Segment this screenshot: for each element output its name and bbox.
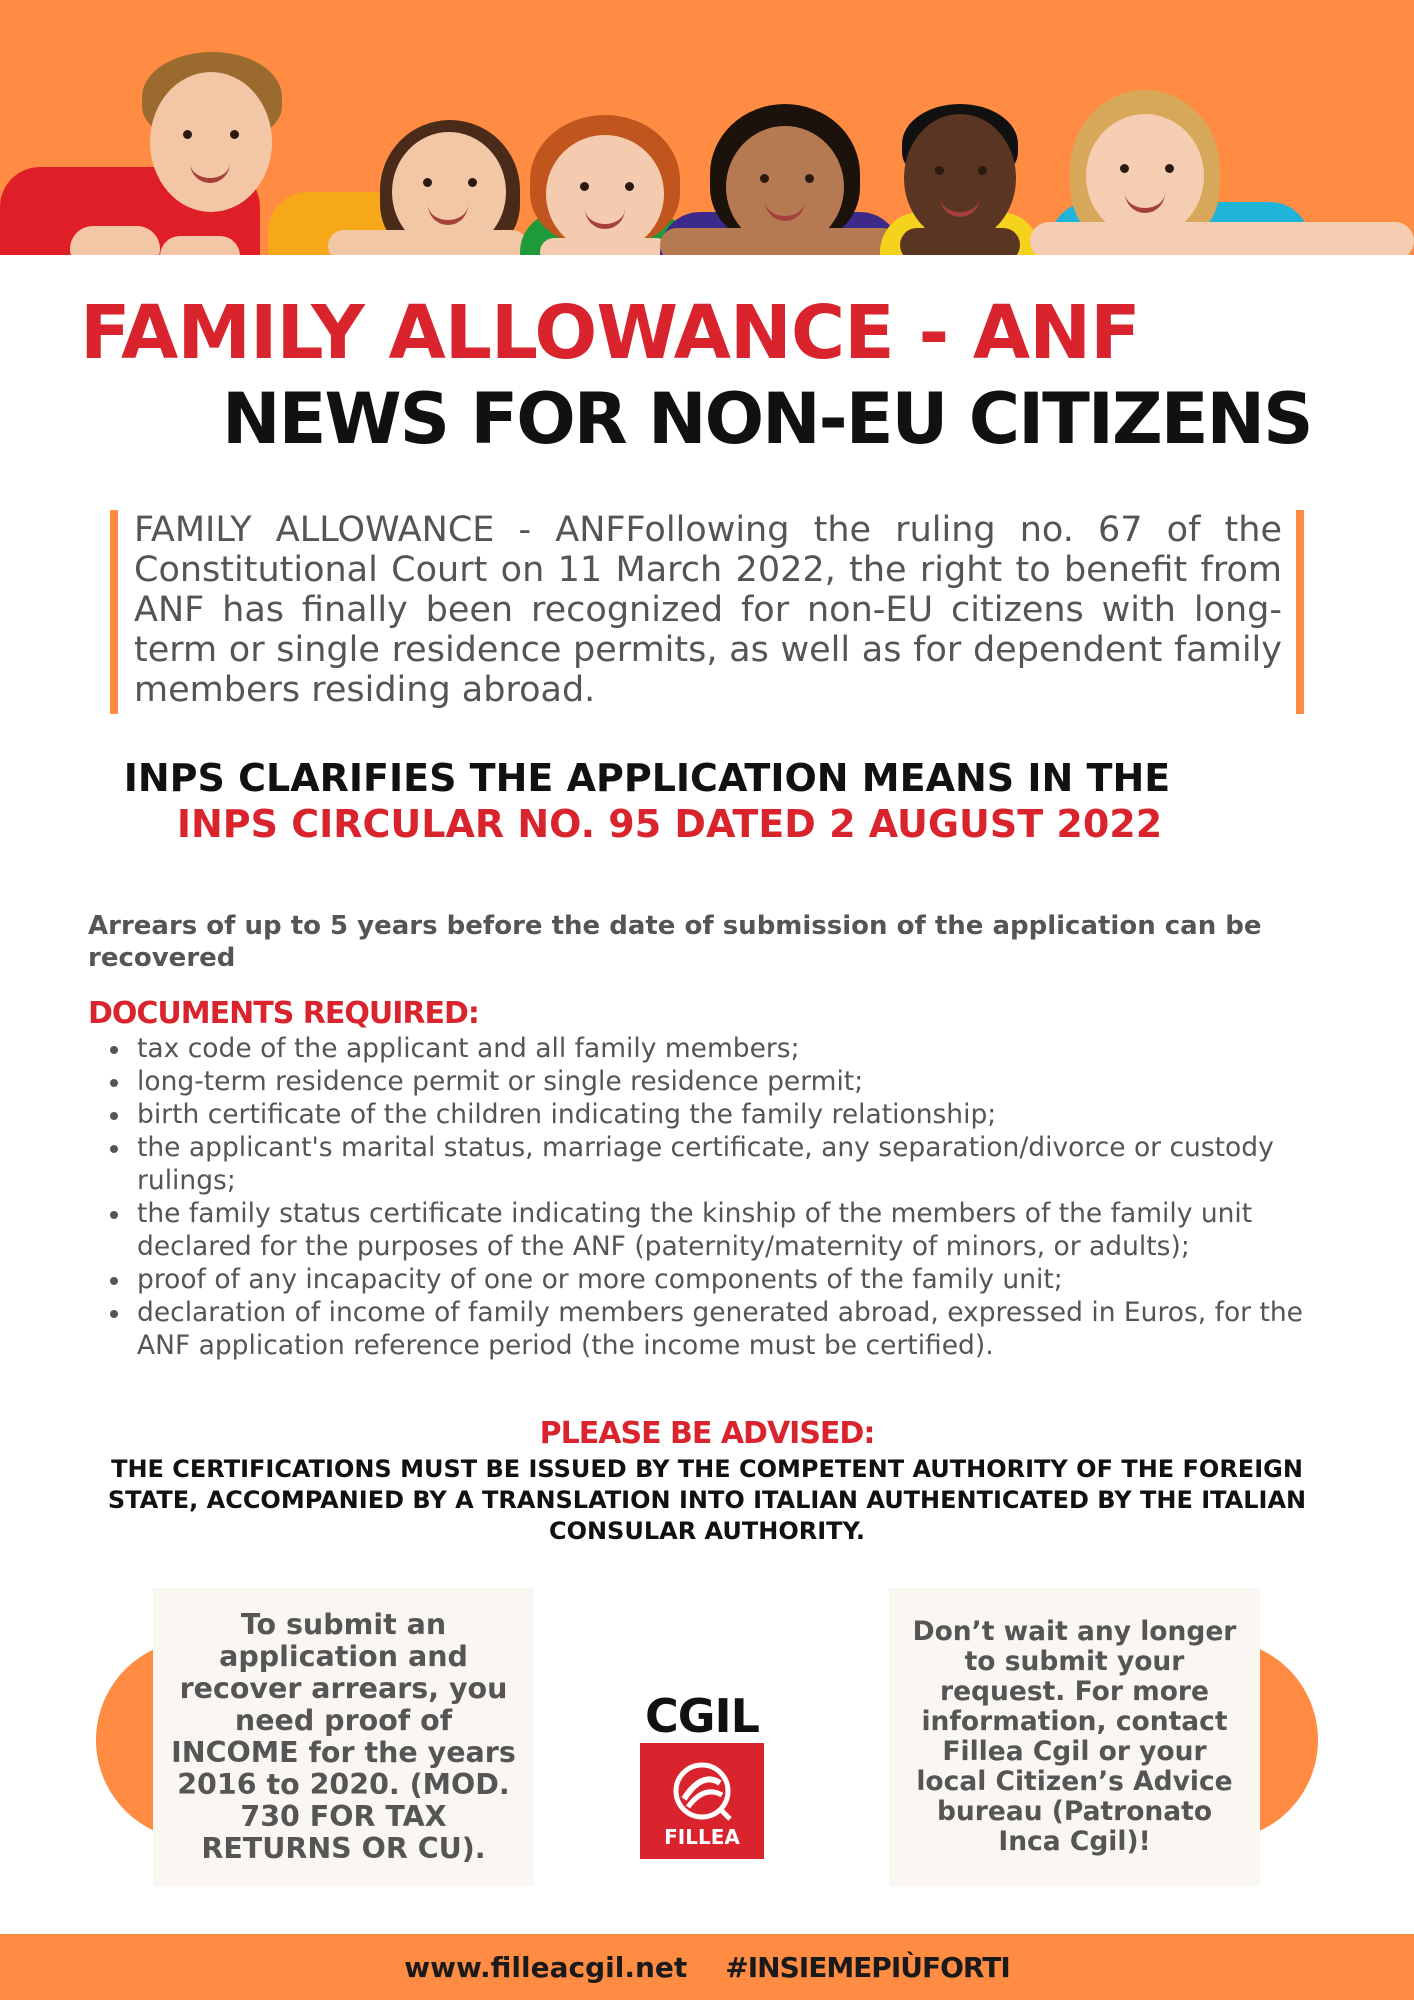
intro-text: FAMILY ALLOWANCE - ANFFollowing the ruling no. 67 of the Constitutional Court on 11 March 2022, the right to benefit from ANF has finally been recognized for non-EU citizens with long-term or single residence permits, as well as for dependent family members residing abroad. xyxy=(134,510,1282,710)
cgil-fillea-logo xyxy=(640,1689,764,1859)
child-illustration xyxy=(880,100,1040,262)
inps-circular-heading: INPS CIRCULAR NO. 95 DATED 2 AUGUST 2022 xyxy=(176,802,1163,846)
info-box-contact xyxy=(889,1588,1260,1886)
arrears-note: Arrears of up to 5 years before the date of submission of the application can be recovered xyxy=(88,911,1262,973)
footer-bar xyxy=(0,1934,1414,2000)
info-box-income xyxy=(153,1588,534,1886)
list-item: proof of any incapacity of one or more components of the family unit; xyxy=(137,1263,1338,1296)
list-item: declaration of income of family members generated abroad, expressed in Euros, for the ANF application reference period (the income must be certified). xyxy=(137,1296,1338,1362)
advised-text: THE CERTIFICATIONS MUST BE ISSUED BY THE COMPETENT AUTHORITY OF THE FOREIGN STATE, ACCOMPANIED BY A TRANSLATION INTO ITALIAN AUTHENTICATED BY THE ITALIAN CONSULAR AUTHORITY. xyxy=(107,1455,1307,1545)
list-item: long-term residence permit or single residence permit; xyxy=(137,1065,1338,1098)
fillea-logo-block xyxy=(640,1743,764,1859)
fillea-emblem-icon xyxy=(640,1751,764,1831)
documents-list xyxy=(88,1032,1338,1362)
list-item: tax code of the applicant and all family members; xyxy=(137,1032,1338,1065)
child-illustration xyxy=(660,100,900,262)
inps-heading: INPS CLARIFIES THE APPLICATION MEANS IN THE xyxy=(123,756,1171,800)
advised-title: PLEASE BE ADVISED: xyxy=(539,1416,875,1451)
child-illustration xyxy=(0,50,260,262)
documents-title: DOCUMENTS REQUIRED: xyxy=(88,996,479,1031)
list-item: birth certificate of the children indicating the family relationship; xyxy=(137,1098,1338,1131)
page-subtitle: NEWS FOR NON-EU CITIZENS xyxy=(222,378,1312,460)
child-illustration xyxy=(268,110,528,262)
child-illustration xyxy=(1030,90,1414,262)
intro-box xyxy=(110,510,1304,714)
logo-wordmark: CGIL xyxy=(645,1689,759,1743)
banner-edge xyxy=(0,255,1414,285)
header-banner xyxy=(0,0,1414,262)
info-box-contact-text: Don’t wait any longer to submit your request. For more information, contact Fillea Cgil or your local Citizen’s Advice bureau (Patronato Inca Cgil)! xyxy=(912,1616,1237,1857)
footer-website-link[interactable]: www.filleacgil.net xyxy=(404,1950,688,1984)
info-box-income-text: To submit an application and recover arrears, you need proof of INCOME for the years 2016 to 2020. (MOD. 730 FOR TAX RETURNS OR CU). xyxy=(171,1608,516,1865)
footer-hashtag: #INSIEMEPIÙFORTI xyxy=(725,1950,1010,1984)
logo-subtext: FILLEA xyxy=(664,1825,740,1849)
list-item: the family status certificate indicating the kinship of the members of the family unit declared for the purposes of the ANF (paternity/maternity of minors, or adults); xyxy=(137,1197,1338,1263)
page-title: FAMILY ALLOWANCE - ANF xyxy=(80,290,1140,376)
list-item: the applicant's marital status, marriage certificate, any separation/divorce or custody rulings; xyxy=(137,1131,1338,1197)
